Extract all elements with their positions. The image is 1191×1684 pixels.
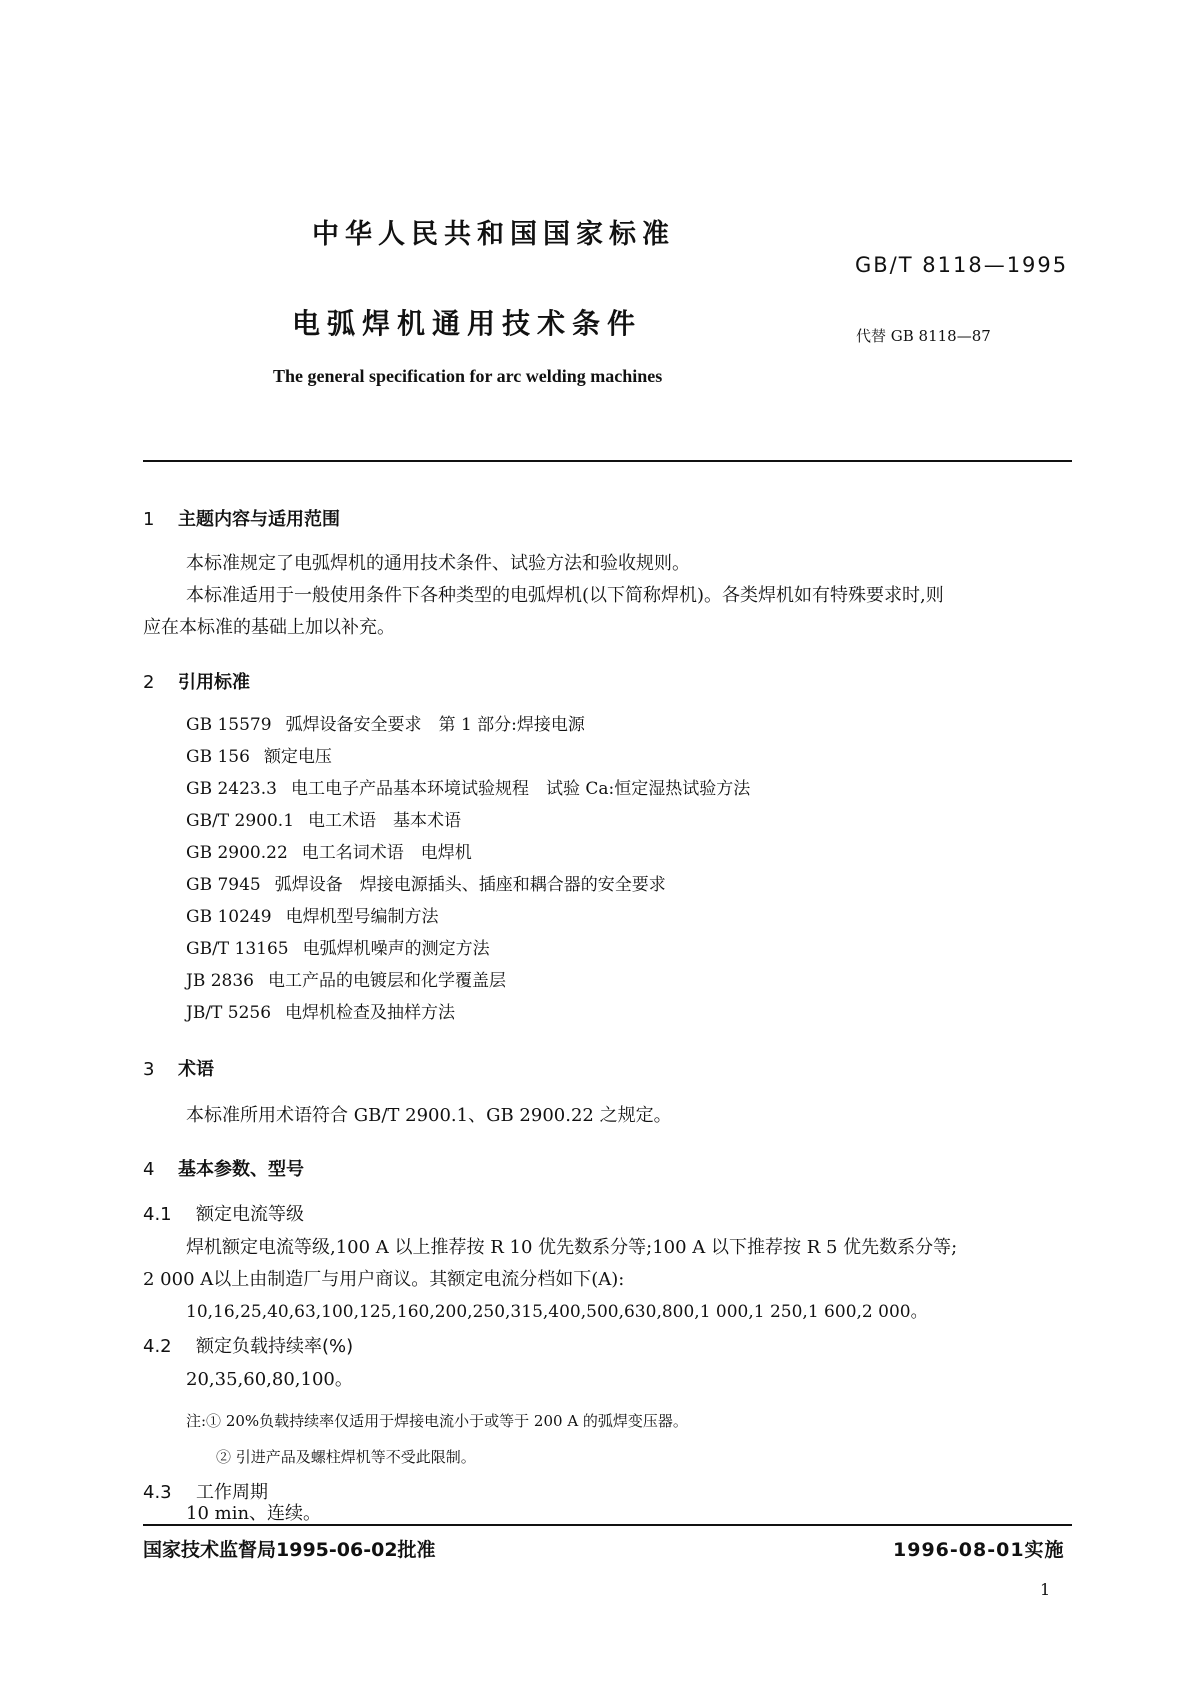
section-title: 基本参数、型号	[178, 1159, 304, 1180]
subsection-4-2-heading	[143, 1332, 353, 1358]
duty-cycle-values: 20,35,60,80,100。	[186, 1369, 353, 1390]
section-number: 2	[143, 672, 155, 693]
section-number: 3	[143, 1059, 155, 1080]
reference-item: GB 7945 弧焊设备 焊接电源插头、插座和耦合器的安全要求	[186, 875, 666, 895]
reference-item: GB 156 额定电压	[186, 747, 332, 767]
page-number: 1	[1040, 1580, 1051, 1599]
reference-item: JB 2836 电工产品的电镀层和化学覆盖层	[186, 971, 506, 991]
section-number: 1	[143, 509, 155, 530]
approval-line: 国家技术监督局1995-06-02批准	[143, 1539, 436, 1561]
standard-code: GB/T 8118—1995	[855, 253, 1069, 277]
section-title: 引用标准	[178, 672, 250, 693]
reference-item: GB 10249 电焊机型号编制方法	[186, 907, 439, 927]
section-title: 术语	[178, 1059, 214, 1080]
subsection-title: 额定负载持续率(%)	[196, 1336, 354, 1357]
section-1-paragraph-2-line-1: 本标准适用于一般使用条件下各种类型的电弧焊机(以下简称焊机)。各类焊机如有特殊要求时,则	[186, 585, 944, 606]
subsection-4-1-paragraph-line-1: 焊机额定电流等级,100 A 以上推荐按 R 10 优先数系分等;100 A 以下推荐按 R 5 优先数系分等;	[186, 1237, 958, 1258]
footer-divider	[143, 1524, 1072, 1526]
reference-item: GB/T 2900.1 电工术语 基本术语	[186, 811, 462, 831]
subsection-4-1-heading	[143, 1200, 304, 1226]
subsection-4-1-paragraph-line-2: 2 000 A以上由制造厂与用户商议。其额定电流分档如下(A):	[143, 1269, 625, 1290]
section-3-heading	[143, 1055, 214, 1081]
reference-item: JB/T 5256 电焊机检查及抽样方法	[186, 1003, 456, 1023]
reference-item: GB 2900.22 电工名词术语 电焊机	[186, 843, 472, 863]
replaces-note: 代替 GB 8118—87	[856, 327, 991, 345]
section-number: 4	[143, 1159, 155, 1180]
note-1: 注:① 20%负载持续率仅适用于焊接电流小于或等于 200 A 的弧焊变压器。	[186, 1412, 688, 1430]
section-1-paragraph-2-line-2: 应在本标准的基础上加以补充。	[143, 617, 395, 638]
reference-item: GB 15579 弧焊设备安全要求 第 1 部分:焊接电源	[186, 715, 585, 735]
section-4-heading	[143, 1155, 304, 1181]
section-title: 主题内容与适用范围	[178, 509, 340, 530]
reference-item: GB/T 13165 电弧焊机噪声的测定方法	[186, 939, 490, 959]
section-3-paragraph: 本标准所用术语符合 GB/T 2900.1、GB 2900.22 之规定。	[186, 1105, 672, 1126]
subsection-number: 4.1	[143, 1204, 172, 1225]
reference-item: GB 2423.3 电工电子产品基本环境试验规程 试验 Ca:恒定湿热试验方法	[186, 779, 751, 799]
section-1-paragraph-1: 本标准规定了电弧焊机的通用技术条件、试验方法和验收规则。	[186, 553, 690, 574]
rated-current-values: 10,16,25,40,63,100,125,160,200,250,315,400,500,630,800,1 000,1 250,1 600,2 000。	[186, 1302, 928, 1322]
header-divider	[143, 460, 1072, 462]
subsection-number: 4.3	[143, 1482, 172, 1503]
national-standard-heading: 中华人民共和国国家标准	[312, 219, 675, 250]
note-2: ② 引进产品及螺柱焊机等不受此限制。	[216, 1448, 476, 1466]
subsection-title: 工作周期	[196, 1482, 268, 1503]
subsection-number: 4.2	[143, 1336, 172, 1357]
document-title-zh: 电弧焊机通用技术条件	[292, 307, 643, 340]
subsection-title: 额定电流等级	[196, 1204, 304, 1225]
document-title-en: The general specification for arc welding machines	[273, 366, 663, 386]
work-cycle-values: 10 min、连续。	[186, 1503, 322, 1524]
effective-date: 1996-08-01实施	[893, 1539, 1065, 1561]
section-2-heading	[143, 668, 250, 694]
section-1-heading	[143, 505, 340, 531]
